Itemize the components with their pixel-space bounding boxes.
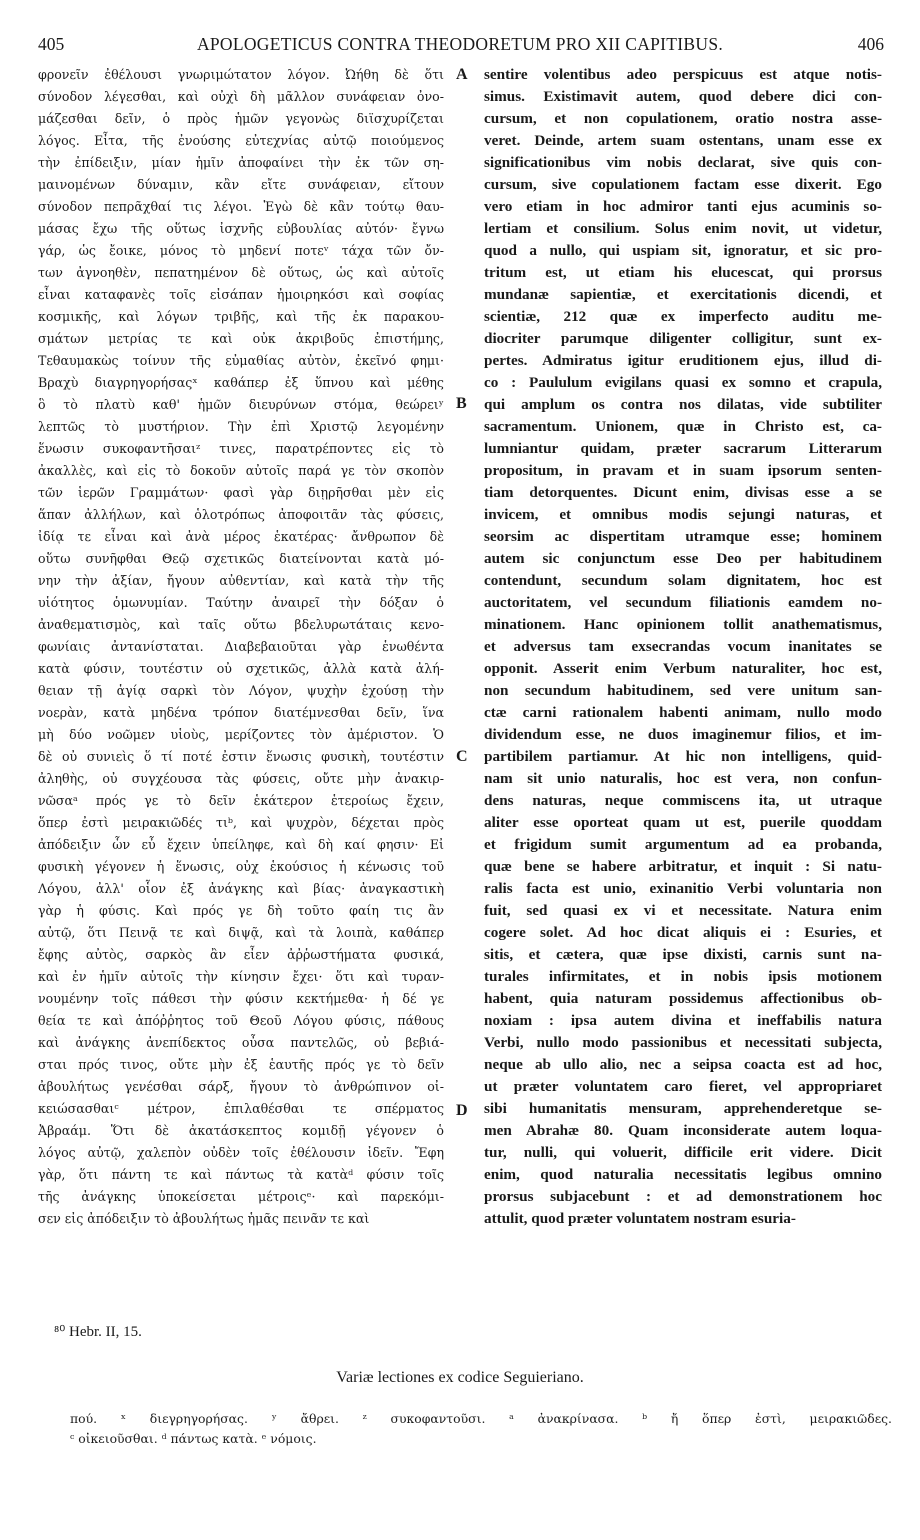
margin-letter-b: B [456,395,467,412]
text-line: diocriter parumque diligenter colligitur, sunt ex- [484,330,882,347]
text-line: θεία τε καὶ ἀπόῤῥητος τοῦ Θεοῦ Λόγου φύσις, πάθους [38,1013,444,1028]
greek-text-column [38,64,444,1311]
footnote: ⁸⁰ Hebr. II, 15. [54,1324,142,1340]
text-line: κατὰ φύσιν, τουτέστιν οὐ σχετικῶς, ἀλλὰ κατὰ ἀλή- [38,661,444,676]
text-line: sitis, et cætera, quæ ipse dixisti, carnis sunt na- [484,946,882,963]
text-line: men Abrahæ 80. Quam inconsiderate autem loqua- [484,1122,882,1139]
page-number-left: 405 [38,34,65,54]
text-line: opponit. Asserit enim Verbum naturaliter, hoc est, [484,660,882,677]
text-line: αὐτῷ, ὅτι Πεινᾷ τε καὶ διψᾷ, καὶ τὰ λοιπὰ, καθάπερ [38,925,444,940]
text-line: γάρ, ὡς ἔοικε, μόνος τὸ μηδενί ποτεᵛ τάχα τῶν ὄν- [38,243,444,258]
text-line: νῶσαᵃ πρός γε τὸ δεῖν ἑκάτερον ἑτεροίως ἔχειν, [38,793,444,808]
text-line: φρονεῖν ἐθέλουσι γνωριμώτατον λόγον. Ὠήθη δὲ ὅτι [38,67,444,82]
text-line: minationem. Hanc opinionem tollit anathematismus, [484,616,882,633]
text-line: quæ bene se habere arbitratur, et inquit : Si natu- [484,858,882,875]
text-line: veret. Deinde, artem suam ostentans, unam esse ex [484,132,882,149]
text-line: Verbi, nullo modo passionibus et necessitati subjecta, [484,1034,882,1051]
text-line: ut præter voluntatem caro fieret, vel appropriaret [484,1078,882,1095]
text-line: γὰρ, ὅτι πάντη τε καὶ πάντως τὰ κατὰᵈ φύσιν τοῖς [38,1167,444,1182]
text-line: tiam detorquentes. Dicunt enim, divisas esse a se [484,484,882,501]
text-line: mundanæ sapientiæ, et exercitationis dicendi, et [484,286,882,303]
text-line: ἅπαν ἀλλήλων, καὶ ὁλοτρόπως ἀποφοιτᾶν τὰς φύσεις, [38,507,444,522]
text-line: autem sic conjunctum esse Deo per habitudinem [484,550,882,567]
text-line: οὕτω συνῆφθαι Θεῷ σχετικῶς διατείνονται κατὰ μό- [38,551,444,566]
text-line: tur, nulli, qui voluerit, difficile erit videre. Dicit [484,1144,882,1161]
text-line: Ἀβραάμ. Ὅτι δὲ ἀκατάσκεπτος κομιδῇ γέγονεν ὁ [38,1123,444,1138]
text-line: τὴν ἐπίδειξιν, μίαν ἡμῖν ἀποφαίνει τὴν ἐκ τῶν ση- [38,155,444,170]
text-line: significationibus vim nobis declarat, sive quis con- [484,154,882,171]
text-line: Λόγου, ἀλλ' οἷον ἐξ ἀνάγκης καὶ βίας· ἀναγκαστικὴ [38,881,444,896]
text-line: vero etiam in hoc admiror tanti ejus acuminis so- [484,198,882,215]
text-line: μάζεσθαι δεῖν, ὁ πρὸς ἡμῶν γεγονὼς διϊσχυρίζεται [38,111,444,126]
text-line: κοσμικῆς, καὶ λόγων τριβῆς, καὶ τῆς ἐκ παρακου- [38,309,444,324]
text-line: ἔφης αὐτὸς, σαρκὸς ἂν εἶεν ἀῤῥωστήματα φυσικά, [38,947,444,962]
text-line: σύνοδον λέγεσθαι, καὶ οὐχὶ δὴ μᾶλλον συνάφειαν ὀνο- [38,89,444,104]
latin-text-column [484,64,882,1311]
margin-letter-d: D [456,1102,468,1119]
text-line: seorsim ac dispertitam utramque esse; hominem [484,528,882,545]
text-line: μὴ δύο νοῶμεν υἱοὺς, μερίζοντες τὸν ἀμέριστον. Ὁ [38,727,444,742]
text-line: et adversus tam exsecrandas vocum inanitates se [484,638,882,655]
text-line: cursum, et non copulationem, oratio nostra asse- [484,110,882,127]
text-line: λόγος αὐτῷ, χαλεπὸν οὐδὲν τοῖς ἐθέλουσιν ἰδεῖν. Ἔφη [38,1145,444,1160]
text-line: cogere solet. Ad hoc dicat aliquis ei : Esuries, et [484,924,882,941]
text-line: simus. Existimavit autem, quod debere dici con- [484,88,882,105]
text-line: θειαν τῇ ἁγίᾳ σαρκὶ τὸν Λόγον, ψυχὴν ἐχούσῃ τὴν [38,683,444,698]
text-line: cursum, sive copulationem factam esse dixerit. Ego [484,176,882,193]
text-line: νουμένην τοῖς πάθεσι τὴν φύσιν κεκτήμεθα· ἡ δέ γε [38,991,444,1006]
text-line: ralis facta est unio, exinanitio Verbi voluntaria non [484,880,882,897]
text-line: ἀναθεματισμὸς, καὶ ταῖς οὕτω βδελυρωτάταις κενο- [38,617,444,632]
text-line: co : Paululum evigilans quasi ex somno et crapula, [484,374,882,391]
text-line: lumniantur quidam, præter sacrarum Litterarum [484,440,882,457]
text-line: ἀληθὴς, οὐ συγχέουσα τὰς φύσεις, οὔτε μὴν ἀνακιρ- [38,771,444,786]
text-line: pertes. Admiratus igitur eruditionem ejus, illud di- [484,352,882,369]
text-line: σύνοδον πεπρᾶχθαί τις λέγοι. Ἐγὼ δὲ κἂν τούτῳ θαυ- [38,199,444,214]
text-line: enim, quod naturalia necessitatis legibus omnino [484,1166,882,1183]
text-line: turales infirmitates, et in nobis ipsis motionem [484,968,882,985]
text-line: νην τὴν ἀξίαν, ἤγουν αὐθεντίαν, καὶ κατὰ τὴν τῆς [38,573,444,588]
text-line: σται πρός τινος, οὔτε μὴν ἐξ ἑαυτῆς πρός γε τὸ δεῖν [38,1057,444,1072]
text-line: τῆς ἀνάγκης ὑποκείσεται μέτροιςᵉ· καὶ παρεκόμι- [38,1189,444,1204]
text-line: δὲ οὐ συνιεὶς ὅ τί ποτέ ἐστιν ἕνωσις φυσικὴ, τουτέστιν [38,749,444,764]
text-line: τῶν ἱερῶν Γραμμάτων· φασὶ γὰρ διῃρῆσθαι μὲν εἰς [38,485,444,500]
text-line: ἀβουλήτως γενέσθαι σάρξ, ἤγουν τὸ ἀνθρώπινον οἰ- [38,1079,444,1094]
text-line: των ἀγνοηθὲν, πεπατημένον δὲ οὕτως, ὡς καὶ αὐτοῖς [38,265,444,280]
text-line: μαινομένων δύναμιν, κἂν εἴτε συνάφειαν, εἴτουν [38,177,444,192]
text-line: attulit, quod præter voluntatem nostram esuria- [484,1210,796,1227]
page-header [0,34,920,58]
text-line: λεπτῶς τὸ μυστήριον. Τὴν ἐπὶ Χριστῷ λεγομένην [38,419,444,434]
text-line: sacramentum. Unionem, quæ in Christo est, ca- [484,418,882,435]
text-line: invicem, et omnibus modis sejungi naturas, et [484,506,882,523]
margin-letter-a: A [456,66,468,83]
text-line: κειώσασθαιᶜ μέτρον, ἐπιλαθέσθαι τε σπέρματος [38,1101,444,1116]
variae-line: πού. ˣ διεγρηγορήσας. ʸ ἄθρει. ᶻ συκοφαντοῦσι. ᵃ ἀνακρίνασα. ᵇ ἤ ὅπερ ἐστὶ, μειρακιῶδες. [70,1411,892,1426]
text-line: ctæ carni rationalem habenti animam, nullo modo [484,704,882,721]
text-line: dividendum esse, ne duos imaginemur filios, et im- [484,726,882,743]
text-line: λόγος. Εἶτα, τῆς ἐνούσης εὐτεχνίας αὐτῷ ποιούμενος [38,133,444,148]
text-line: ἰδίᾳ τε εἶναι καὶ ἀνὰ μέρος ἑκατέρας· ἄνθρωπον δὲ [38,529,444,544]
text-line: partibilem partiamur. At hic non intelligens, quid- [484,748,882,765]
text-line: ἀπόδειξιν ὧν εὖ ἔχειν ὑπείληφε, καὶ δὴ καί φησιν· Εἰ [38,837,444,852]
text-line: sentire volentibus adeo perspicuus est atque notis- [484,66,882,83]
text-line: lertiam et consilium. Solus enim novit, ut videtur, [484,220,882,237]
text-line: ἀκαλλὲς, καὶ εἰς τὸ δοκοῦν αὐτοῖς παρά γε τὸν σκοπὸν [38,463,444,478]
text-line: quod a nullo, qui uspiam sit, ignoratur, et sic pro- [484,242,882,259]
text-line: scientiæ, 212 quæ ex imperfecto auditu me- [484,308,882,325]
text-line: contendunt, secundum solam dignitatem, hoc est [484,572,882,589]
text-line: propositum, in pravam et in suam ipsorum senten- [484,462,882,479]
text-line: σεν εἰς ἀπόδειξιν τὸ ἀβουλήτως ἡμᾶς πεινᾶν τε καὶ [38,1211,370,1226]
text-line: tritum est, ut etiam his elucescat, qui prorsus [484,264,882,281]
text-line: φωνίαις ἀντανίσταται. Διαβεβαιοῦται γὰρ ἑνωθέντα [38,639,444,654]
text-line: μάσας ἔχω τῆς οὕτως ἰσχνῆς εὐβουλίας αὐτόν· ἔγνω [38,221,444,236]
running-title: APOLOGETICUS CONTRA THEODORETUM PRO XII CAPITIBUS. [196,34,724,54]
text-line: γὰρ ἡ φύσις. Καὶ πρός γε δὴ τοῦτο φαίη τις ἂν [38,903,444,918]
text-line: υἱότητος ὁμωνυμίαν. Ταύτην ἀναιρεῖ τὴν δόξαν ὁ [38,595,444,610]
text-line: φυσικὴ γέγονεν ἡ ἕνωσις, οὐχ ἑκούσιος ἡ κένωσις τοῦ [38,859,444,874]
text-line: fuit, sed quasi ex vi et necessitate. Natura enim [484,902,882,919]
text-line: νοερὰν, κατὰ μηδένα τρόπον διατέμνεσθαι δεῖν, ἵνα [38,705,444,720]
text-line: καὶ ἀνάγκης ἀνεπίδεκτος οὖσα παντελῶς, οὐ βεβιά- [38,1035,444,1050]
page-number-right: 406 [857,34,884,54]
text-line: Τεθαυμακὼς τοίνυν τῆς εὐμαθίας αὐτὸν, ἐκεῖνό φημι· [38,353,444,368]
text-line: ὃ τὸ πλατὺ καθ' ἡμῶν διευρύνων στόμα, θεώρειʸ [38,397,444,412]
text-line: et frigidum sumit argumentum ad ea probanda, [484,836,882,853]
margin-letter-c: C [456,748,468,765]
text-line: ἕνωσιν συκοφαντῆσαιᶻ τινες, παρατρέποντες εἰς τὸ [38,441,444,456]
text-line: σμάτων μετρίας τε καὶ οὐκ ἀκριβοῦς ἐπιστήμης, [38,331,444,346]
text-line: habent, quia naturam possidemus affectionibus ob- [484,990,882,1007]
text-line: καὶ ἐν ἡμῖν αὐτοῖς τὴν κίνησιν ἔχει· ὅτι καὶ τυραν- [38,969,444,984]
variae-lectiones-heading: Variæ lectiones ex codice Seguieriano. [336,1369,584,1386]
text-line: nam sit unio naturalis, hoc est vera, non confun- [484,770,882,787]
text-line: non secundum habitudinem, sed vere unitum san- [484,682,882,699]
text-line: sibi humanitatis mensuram, apprehenderetque se- [484,1100,882,1117]
text-line: auctoritatem, vel secundum filiationis eamdem no- [484,594,882,611]
text-line: noxiam : ipsa autem divina et ineffabilis natura [484,1012,882,1029]
text-line: εἶναι καταφανὲς τοῖς εἰσάπαν ἠμοιρηκόσι καὶ σοφίας [38,287,444,302]
variae-line: ᶜ οἰκειοῦσθαι. ᵈ πάντως κατὰ. ᵉ νόμοις. [70,1431,317,1446]
text-line: aliter esse oporteat quam ut est, puerile quoddam [484,814,882,831]
text-line: neque ab ullo alio, nec a seipsa coacta est ad hoc, [484,1056,882,1073]
text-line: ὅπερ ἐστὶ μειρακιῶδές τιᵇ, καὶ ψυχρὸν, δέχεται πρὸς [38,815,444,830]
text-line: Βραχὺ διαγρηγορήσαςˣ καθάπερ ἐξ ὕπνου καὶ μέθης [38,375,444,390]
text-line: prorsus subjacebunt : et ad demonstrationem hoc [484,1188,882,1205]
text-line: qui amplum os contra nos dilatas, vide subtiliter [484,396,882,413]
text-line: dens naturas, neque commiscens ita, ut utraque [484,792,882,809]
